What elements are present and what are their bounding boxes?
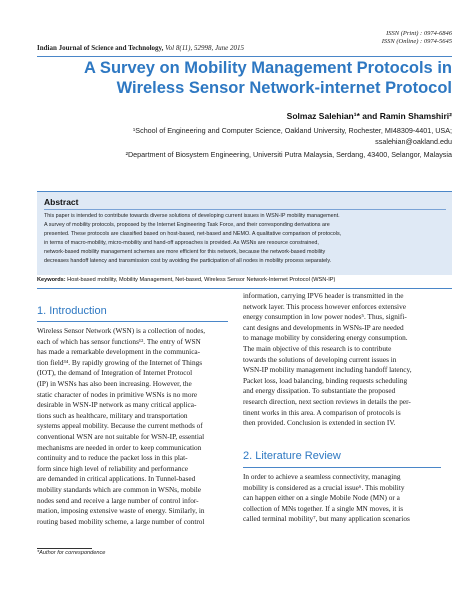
text-line: to manage mobility by considering energy consumption.: [243, 333, 408, 343]
literature-review-body: [243, 472, 441, 525]
text-line: nodes send and receive a large number of control infor-: [37, 495, 199, 505]
introduction-continued: [243, 291, 441, 429]
text-line: static character of nodes in primitive WSNs is no more: [37, 389, 198, 399]
abstract-heading: Abstract: [44, 197, 79, 207]
issn-block: [382, 30, 452, 45]
text-line: WSN-IP mobility management including handoff latency,: [243, 365, 412, 375]
text-line: The main objective of this research is to contribute: [243, 343, 392, 353]
text-line: continuity and to reduce the packet loss in this plat-: [37, 453, 188, 463]
text-line: mation, imposing extensive waste of energy. Similarly, in: [37, 506, 205, 516]
journal-issue: Vol 8(11), 52998, June 2015: [163, 44, 244, 52]
abstract-line: in terms of macro-mobility, micro-mobility and hand-off approaches is provided. As WSNs are resource constrained,: [44, 239, 319, 246]
text-line: energy consumption in low power nodes⁵. Thus, signifi-: [243, 312, 407, 322]
text-line: collection of MNs together. If a single MN moves, it is: [243, 503, 404, 513]
text-line: then provided. Conclusion is extended in section IV.: [243, 418, 396, 428]
footnote-rule: [37, 548, 92, 549]
text-line: each of which has sensor functions¹². The entry of WSN: [37, 336, 201, 346]
text-line: network layer. This process however enforces extensive: [243, 301, 406, 311]
text-line: mobility standards which are common in WSNs, mobile: [37, 484, 202, 494]
text-line: routing based mobility scheme, a large number of control: [37, 516, 205, 526]
issn-print: ISSN (Print) : 0974-6846: [386, 30, 452, 37]
text-line: information, carrying IPV6 header is transmitted in the: [243, 291, 404, 300]
keywords-text: Host-based mobility, Mobility Management, Net-based, Wireless Sensor Network-Internet Protocol (WSN-IP): [65, 277, 336, 283]
text-line: mobility is considered as a crucial issue⁶. This mobility: [243, 482, 405, 492]
keywords: [37, 275, 452, 286]
text-line: are demanded in critical applications. In Tunnel-based: [37, 474, 196, 484]
text-line: form since high level of reliability and performance: [37, 463, 188, 473]
title-line-2: Wireless Sensor Network-internet Protocol: [116, 79, 452, 97]
journal-name: Indian Journal of Science and Technology,: [37, 44, 164, 52]
introduction-body: [37, 326, 228, 527]
abstract-line: This paper is intended to contribute towards diverse solutions of developing current issues in WSN-IP mobility management.: [44, 213, 340, 219]
text-line: has made a remarkable development in the communica-: [37, 347, 201, 357]
text-line: systems appeal mobility. Because the current methods of: [37, 421, 203, 431]
section-rule: [37, 321, 228, 322]
affiliation-2: ²Department of Biosystem Engineering, Universiti Putra Malaysia, Serdang, 43400, Selangor, Malaysia: [125, 150, 452, 159]
keywords-rule: [37, 288, 452, 289]
text-line: and energy dissipation. To substantiate the proposed: [243, 386, 396, 396]
section-heading-literature-review: 2. Literature Review: [243, 450, 341, 462]
text-line: (IOT), the demand of Integration of Internet Protocol: [37, 368, 193, 378]
text-line: research direction, next section reviews in details the per-: [243, 396, 411, 406]
section-heading-introduction: 1. Introduction: [37, 305, 107, 317]
author-email[interactable]: ssalehian@oakland.edu: [375, 137, 452, 146]
text-line: can happen either on a single Mobile Node (MN) or a: [243, 493, 400, 503]
affiliation-1: ¹School of Engineering and Computer Science, Oakland University, Rochester, MI48309-4401, USA;: [132, 126, 452, 135]
text-line: tinent works in this area. A comparison of protocols is: [243, 407, 401, 417]
journal-citation: [37, 44, 244, 52]
abstract-text: [44, 212, 446, 265]
text-line: desirable in WSN-IP network as many critical applica-: [37, 400, 197, 410]
text-line: tion field³⁴. By rapidly growing of the Internet of Things: [37, 357, 203, 367]
footnote: *Author for correspondence: [37, 550, 106, 556]
text-line: towards the solutions of developing current issues in: [243, 354, 397, 364]
abstract-divider: [44, 209, 446, 210]
keywords-label: Keywords:: [37, 277, 66, 283]
paper-title: [37, 58, 452, 98]
text-line: conventional WSN are not suitable for WSN-IP, essential: [37, 431, 205, 441]
text-line: Packet loss, load balancing, binding requests scheduling: [243, 375, 408, 385]
abstract-line: network-based mobility management schemes are more efficient for this network, because the network-based mobility: [44, 248, 326, 255]
text-line: cant designs and developments in WSNs-IP are needed: [243, 322, 404, 332]
text-line: called terminal mobility⁷, but many application scenarios: [243, 514, 410, 524]
text-line: tions such as healthcare, military and transportation: [37, 410, 188, 420]
text-line: Wireless Sensor Network (WSN) is a collection of nodes,: [37, 326, 206, 335]
issn-online: ISSN (Online) : 0974-5645: [381, 37, 452, 45]
header-rule: [37, 56, 452, 57]
title-line-1: A Survey on Mobility Management Protocols in: [84, 59, 452, 77]
abstract-line: decreases handoff latency and transmission cost by avoiding the participation of all nodes in mobility process separately.: [44, 257, 332, 264]
abstract-line: A survey of mobility protocols, proposed by the Internet Engineering Task Force, and their corresponding derivations are: [44, 221, 330, 228]
text-line: (IP) in WSNs has also been increasing. However, the: [37, 378, 192, 388]
author-list: Solmaz Salehian¹* and Ramin Shamshiri²: [286, 111, 452, 121]
text-line: mechanisms are needed in order to keep communication: [37, 442, 202, 452]
abstract-line: presented. These protocols are classified based on host-based, net-based and NEMO. A qualitative comparison of protocols,: [44, 230, 342, 237]
text-line: In order to achieve a seamless connectivity, managing: [243, 472, 401, 481]
section-rule: [243, 467, 441, 468]
